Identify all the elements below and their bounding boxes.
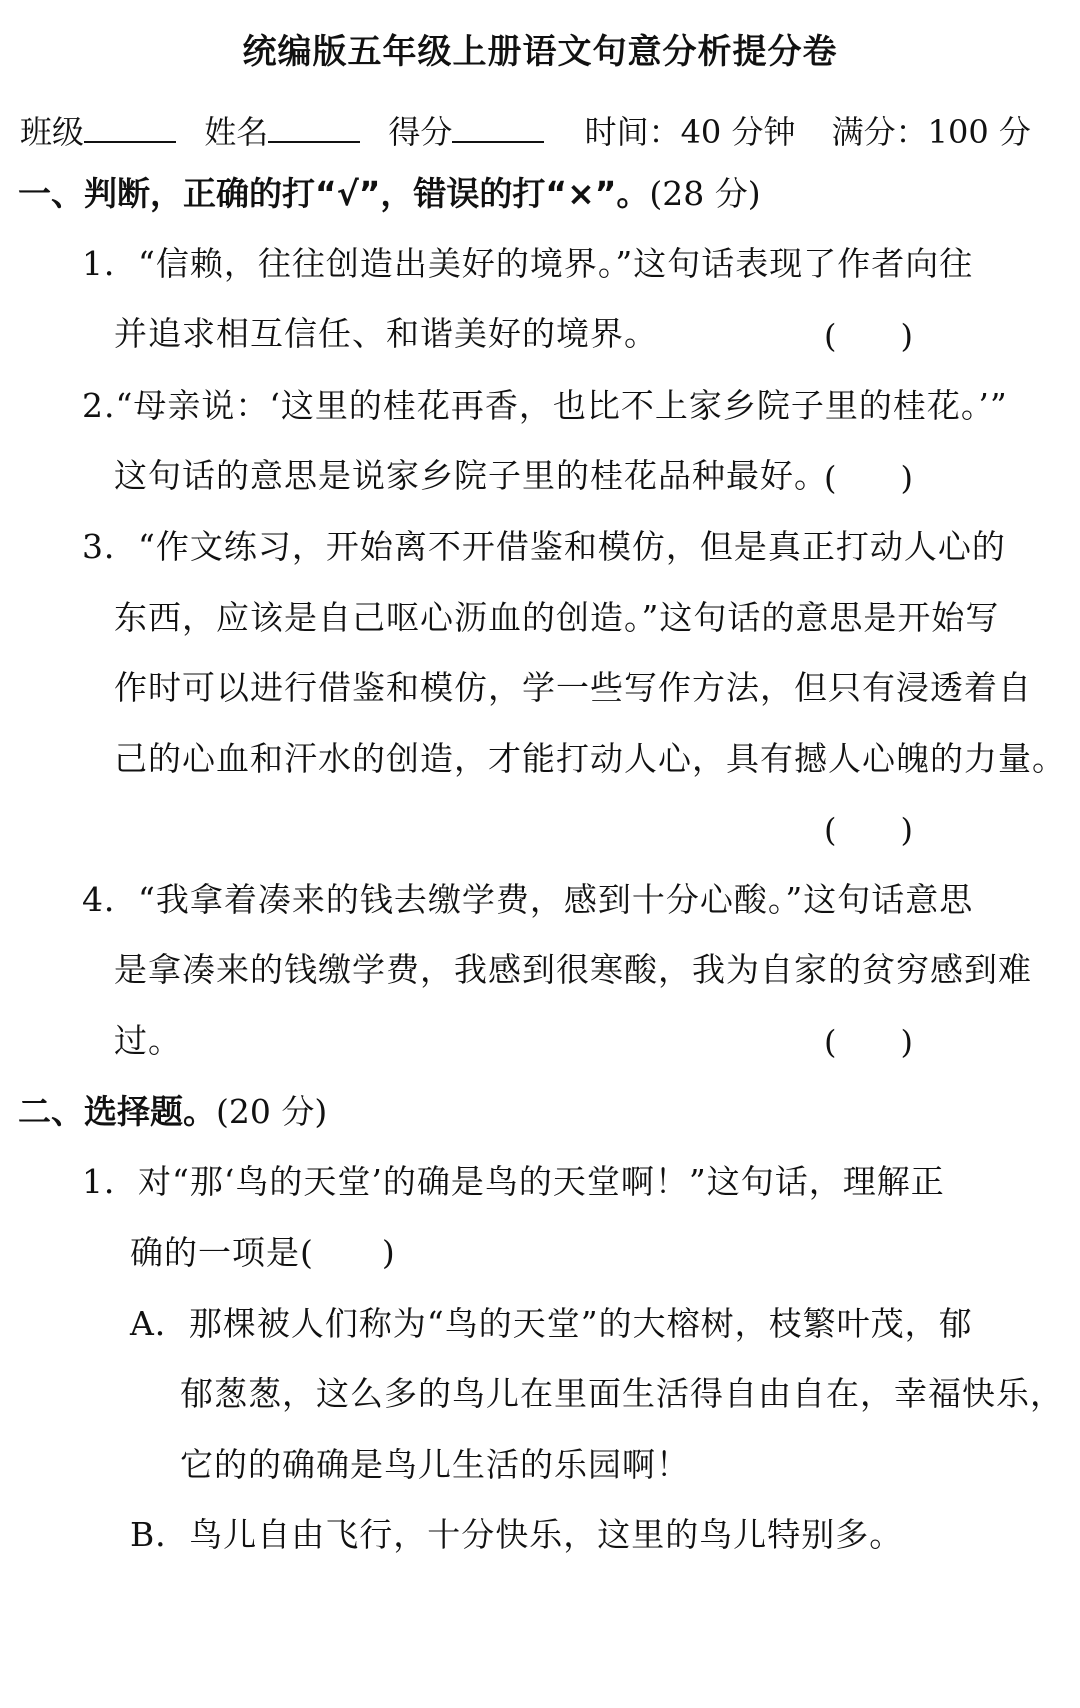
name-label: 姓名 — [204, 113, 269, 151]
section2-heading: 二、选择题。(20 分) — [18, 1092, 328, 1131]
s1-q1-line1: 1．“信赖，往往创造出美好的境界。”这句话表现了作者向往 — [82, 244, 974, 283]
class-label: 班级 — [20, 113, 85, 151]
s1-q3-line3: 作时可以进行借鉴和模仿，学一些写作方法，但只有浸透着自 — [114, 668, 1032, 707]
s1-q2-line2: 这句话的意思是说家乡院子里的桂花品种最好。 — [114, 456, 828, 495]
name-blank[interactable] — [268, 111, 360, 143]
s1-q4-line1: 4．“我拿着凑来的钱去缴学费，感到十分心酸。”这句话意思 — [82, 880, 974, 919]
s1-q2-line1: 2.“母亲说：‘这里的桂花再香，也比不上家乡院子里的桂花。’” — [82, 386, 1008, 425]
s2-q1-option-a-line3: 它的的确确是鸟儿生活的乐园啊！ — [180, 1445, 690, 1484]
s1-q1-answer[interactable]: ( ) — [824, 317, 913, 355]
score-blank[interactable] — [452, 111, 544, 143]
full-score-info: 满分：100 分 — [831, 113, 1031, 151]
student-info-row — [20, 110, 1031, 154]
s1-q2-answer[interactable]: ( ) — [824, 459, 913, 497]
section1-heading: 一、判断，正确的打“√”，错误的打“×”。(28 分) — [18, 174, 761, 213]
page-title: 统编版五年级上册语文句意分析提分卷 — [242, 32, 838, 72]
class-blank[interactable] — [84, 111, 176, 143]
s1-q4-line2: 是拿凑来的钱缴学费，我感到很寒酸，我为自家的贫穷感到难 — [114, 950, 1032, 989]
s2-q1-option-a-line1[interactable]: A．那棵被人们称为“鸟的天堂”的大榕树，枝繁叶茂，郁 — [130, 1304, 973, 1343]
s2-q1-line1: 1．对“那‘鸟的天堂’的确是鸟的天堂啊！”这句话，理解正 — [82, 1162, 945, 1201]
s1-q1-line2: 并追求相互信任、和谐美好的境界。 — [114, 314, 658, 353]
time-info: 时间：40 分钟 — [584, 113, 796, 151]
s1-q3-answer[interactable]: ( ) — [824, 811, 913, 849]
score-label: 得分 — [388, 113, 453, 151]
s1-q4-line3: 过。 — [114, 1021, 182, 1060]
s1-q3-line1: 3．“作文练习，开始离不开借鉴和模仿，但是真正打动人心的 — [82, 527, 1006, 566]
s1-q4-answer[interactable]: ( ) — [824, 1023, 913, 1061]
s2-q1-option-a-line2: 郁葱葱，这么多的鸟儿在里面生活得自由自在，幸福快乐， — [180, 1374, 1064, 1413]
s2-q1-line2[interactable]: 确的一项是( ) — [130, 1233, 396, 1272]
s2-q1-option-b-line1[interactable]: B．鸟儿自由飞行，十分快乐，这里的鸟儿特别多。 — [130, 1515, 904, 1554]
s1-q3-line4: 己的心血和汗水的创造，才能打动人心，具有撼人心魄的力量。 — [114, 739, 1066, 778]
s1-q3-line2: 东西，应该是自己呕心沥血的创造。”这句话的意思是开始写 — [114, 598, 1000, 637]
